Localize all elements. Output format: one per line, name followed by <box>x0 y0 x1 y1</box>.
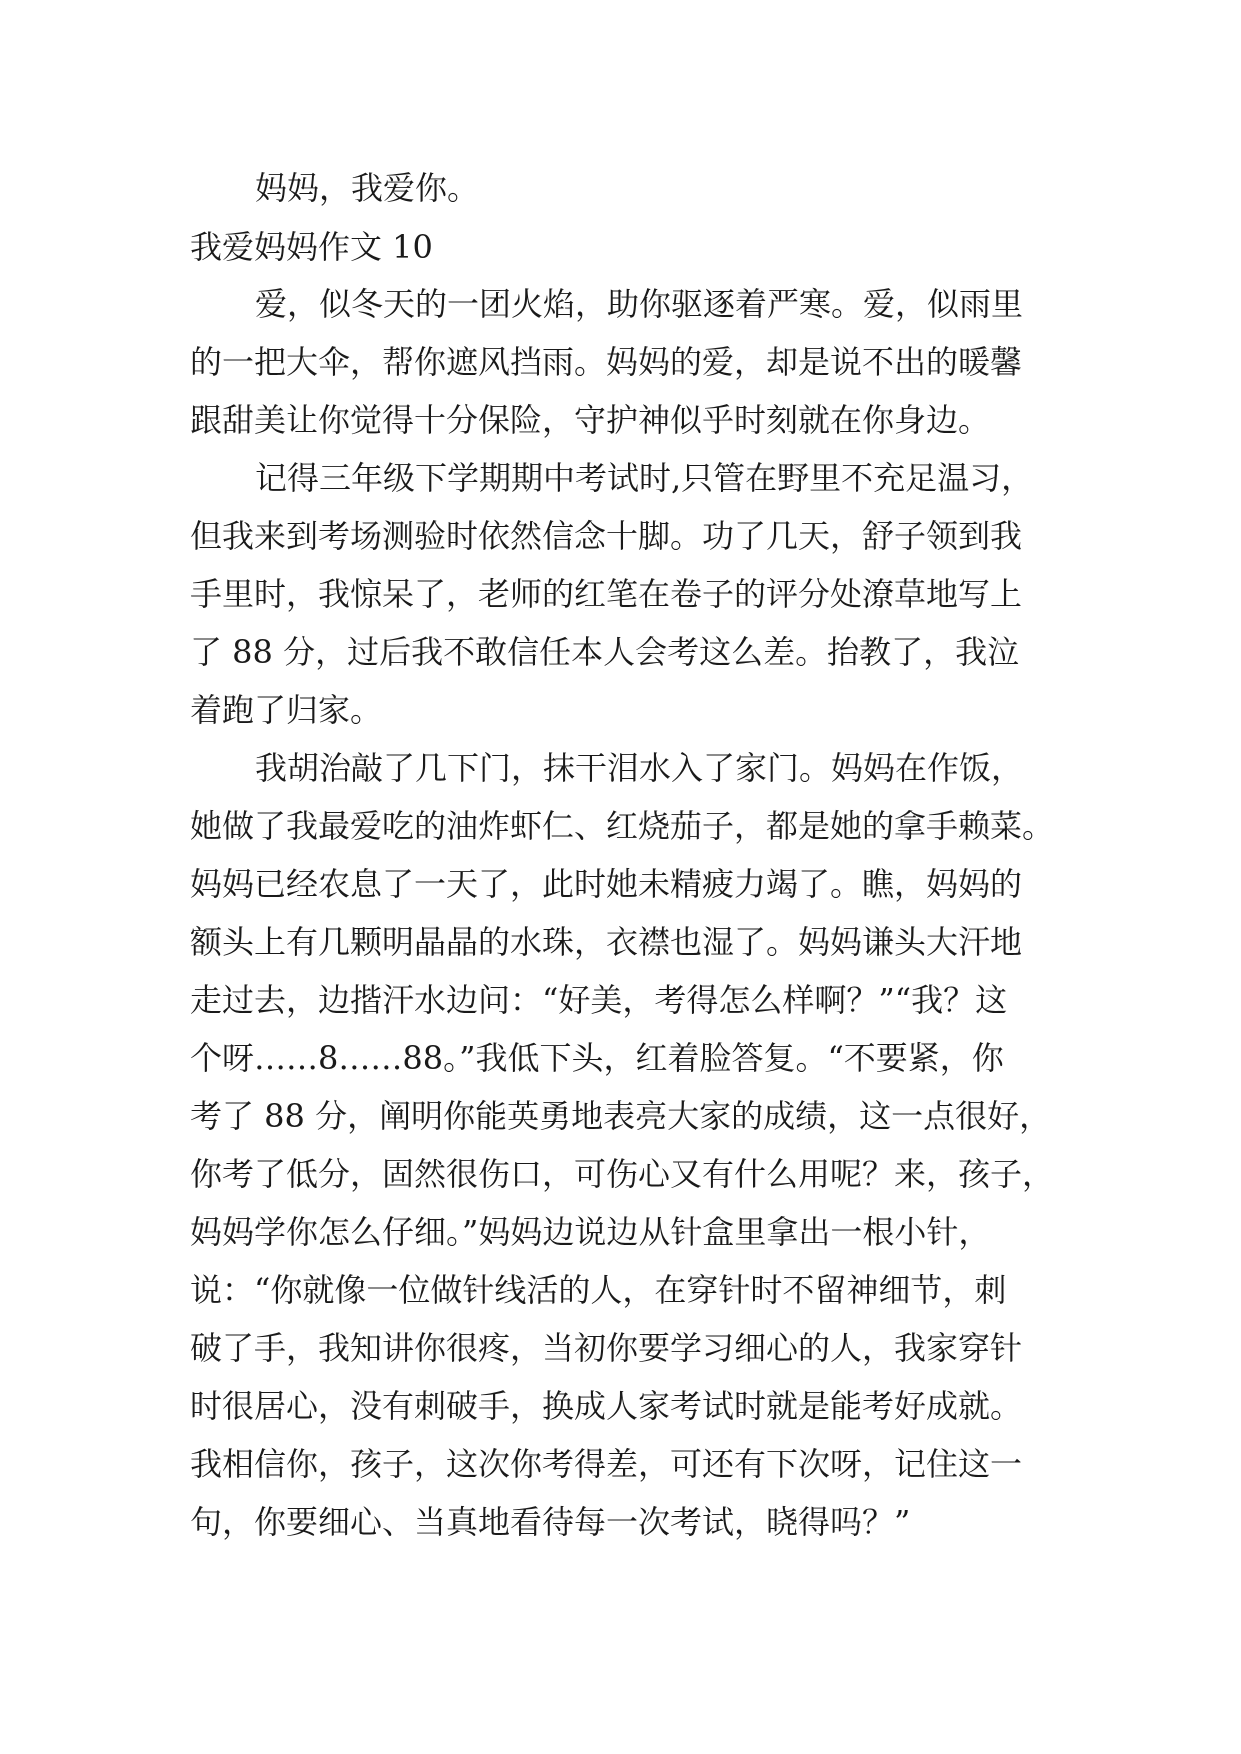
text-line: 句，你要细心、当真地看待每一次考试，晓得吗？” <box>190 1503 911 1541</box>
essay-title: 我爱妈妈作文 10 <box>190 228 433 266</box>
text-line: 爱，似冬天的一团火焰，助你驱逐着严寒。爱，似雨里 <box>255 285 1024 323</box>
text-line: 手里时，我惊呆了，老师的红笔在卷子的评分处潦草地写上 <box>190 575 1023 613</box>
text-line: 妈妈，我爱你。 <box>255 169 480 207</box>
text-line: 的一把大伞，帮你遮风挡雨。妈妈的爱，却是说不出的暖馨 <box>190 343 1023 381</box>
text-line: 妈妈学你怎么仔细。”妈妈边说边从针盒里拿出一根小针， <box>190 1213 991 1251</box>
text-line: 你考了低分，固然很伤口，可伤心又有什么用呢？来，孩子， <box>190 1155 1055 1193</box>
text-line: 我胡治敲了几下门，抹干泪水入了家门。妈妈在作饭， <box>255 749 1024 787</box>
text-line: 她做了我最爱吃的油炸虾仁、红烧茄子，都是她的拿手赖菜。 <box>190 807 1055 845</box>
text-line: 记得三年级下学期期中考试时,只管在野里不充足温习， <box>255 459 1034 497</box>
text-line: 个呀……8……88。”我低下头，红着脸答复。“不要紧，你 <box>190 1039 1004 1077</box>
text-line: 跟甜美让你觉得十分保险，守护神似乎时刻就在你身边。 <box>190 401 991 439</box>
text-line: 走过去，边揩汗水边问：“好美，考得怎么样啊？”“我？这 <box>190 981 1008 1019</box>
text-line: 说：“你就像一位做针线活的人，在穿针时不留神细节，刺 <box>190 1271 1007 1309</box>
text-line: 着跑了归家。 <box>190 691 383 729</box>
text-line: 考了 88 分，阐明你能英勇地表亮大家的成绩，这一点很好， <box>190 1097 1052 1135</box>
text-line: 但我来到考场测验时依然信念十脚。功了几天，舒子领到我 <box>190 517 1023 555</box>
text-line: 破了手，我知讲你很疼，当初你要学习细心的人，我家穿针 <box>190 1329 1023 1367</box>
text-line: 额头上有几颗明晶晶的水珠，衣襟也湿了。妈妈谦头大汗地 <box>190 923 1023 961</box>
text-line: 时很居心，没有刺破手，换成人家考试时就是能考好成就。 <box>190 1387 1023 1425</box>
text-line: 我相信你，孩子，这次你考得差，可还有下次呀，记住这一 <box>190 1445 1023 1483</box>
text-line: 了 88 分，过后我不敢信任本人会考这么差。抬教了，我泣 <box>190 633 1020 671</box>
text-line: 妈妈已经农息了一天了，此时她未精疲力竭了。瞧，妈妈的 <box>190 865 1023 903</box>
